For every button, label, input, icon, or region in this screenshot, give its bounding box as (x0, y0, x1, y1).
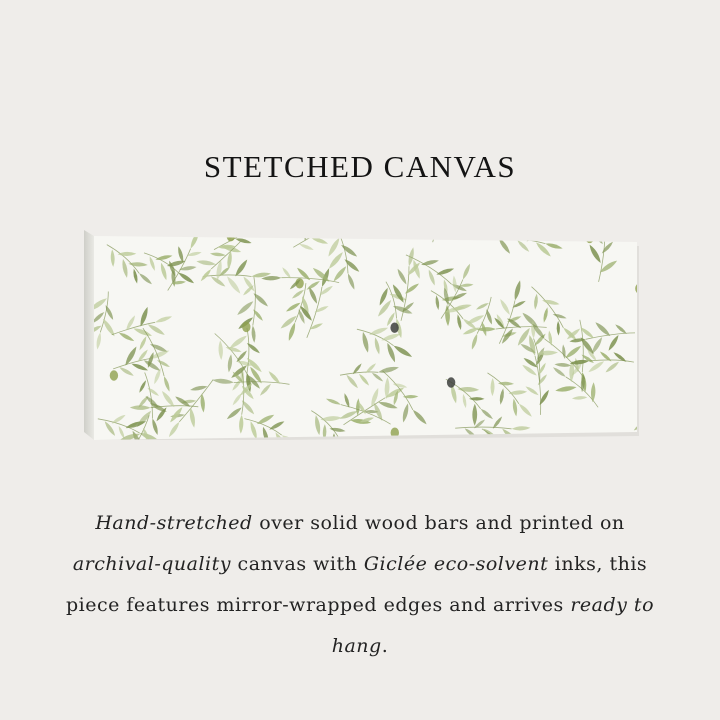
olive-leaf (433, 230, 451, 234)
green-olive (242, 322, 250, 332)
black-olive (390, 323, 398, 333)
page-title: STETCHED CANVAS (203, 148, 517, 184)
description-emphasis-hand-stretched: Hand-stretched (95, 512, 253, 534)
olive-leaf (240, 230, 250, 236)
green-olive (227, 231, 235, 241)
olive-leaf (628, 436, 639, 440)
olive-leaf (249, 230, 265, 238)
olive-branch-stem (486, 230, 526, 234)
olive-leaf (322, 230, 336, 235)
olive-leaf (315, 230, 324, 235)
olive-branch-stem (634, 233, 639, 237)
black-olive (529, 230, 537, 240)
black-olive (447, 377, 455, 387)
canvas-side-edge (84, 230, 94, 440)
description-emphasis-archival: archival-quality (72, 553, 232, 575)
green-olive (110, 370, 118, 380)
olive-leaf (603, 230, 624, 237)
description-text: inks, this piece features mirror-wrapped edges and arrives (65, 553, 648, 616)
description-text: . (381, 635, 389, 657)
olive-leaf (584, 230, 590, 235)
olive-leaf (564, 230, 582, 236)
olive-branch-canvas-illustration (84, 230, 639, 440)
canvas-product-image (84, 230, 639, 440)
description-text: canvas with (231, 553, 364, 575)
green-olive (484, 230, 492, 238)
olive-branch-stem (556, 230, 594, 239)
description-text: over solid wood bars and printed on (252, 512, 625, 534)
product-description (50, 503, 670, 667)
description-emphasis-ready-to-hang: ready to hang (331, 594, 655, 657)
olive-leaf (507, 230, 527, 241)
description-emphasis-giclee: Giclée eco-solvent (363, 553, 549, 575)
green-olive (586, 233, 594, 243)
